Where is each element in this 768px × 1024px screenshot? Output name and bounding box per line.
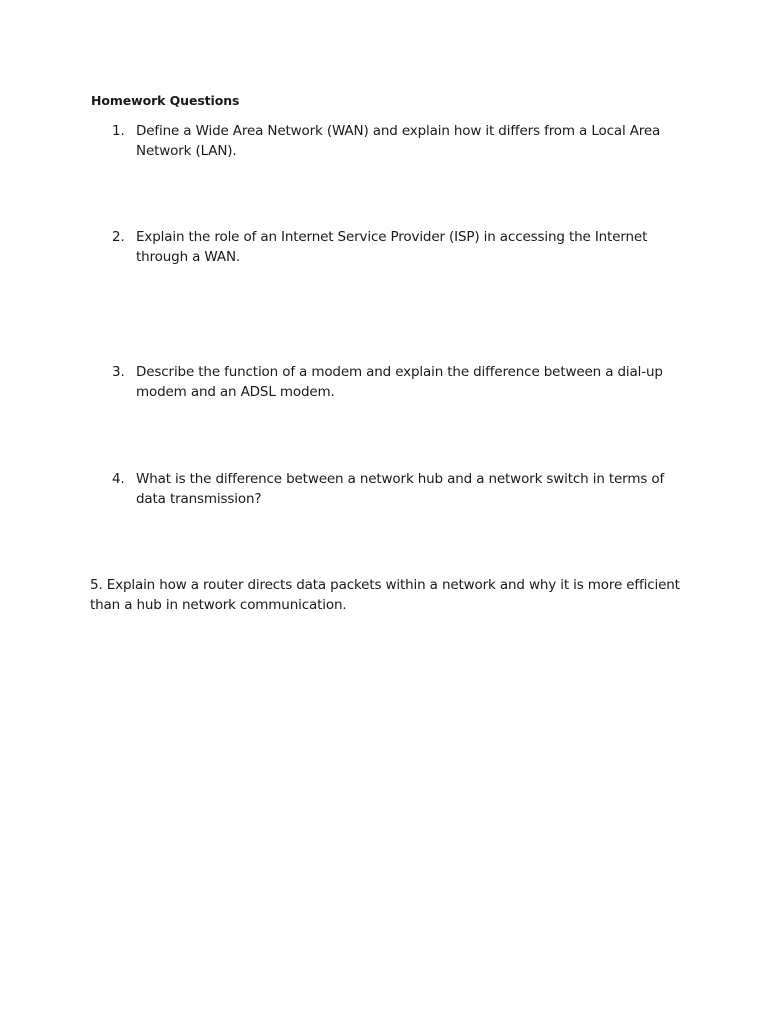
question-text: Explain the role of an Internet Service Provider (ISP) in accessing the Internet through a WAN.	[136, 229, 648, 265]
question-number: 1.	[112, 123, 125, 139]
question-item	[112, 228, 696, 267]
question-number: 2.	[112, 229, 125, 245]
question-text: Define a Wide Area Network (WAN) and explain how it differs from a Local Area Network (LAN).	[136, 123, 661, 159]
question-item	[112, 122, 696, 161]
question-item	[112, 470, 696, 509]
question-text: What is the difference between a network hub and a network switch in terms of data transmission?	[136, 471, 665, 507]
question-text: Describe the function of a modem and explain the difference between a dial-up modem and an ADSL modem.	[136, 364, 663, 400]
question-number: 4.	[112, 471, 125, 487]
question-number: 3.	[112, 364, 125, 380]
question-item	[112, 363, 696, 402]
question-item-5: 5. Explain how a router directs data packets within a network and why it is more efficient than a hub in network communication.	[90, 577, 680, 613]
page-heading: Homework Questions	[91, 93, 240, 108]
